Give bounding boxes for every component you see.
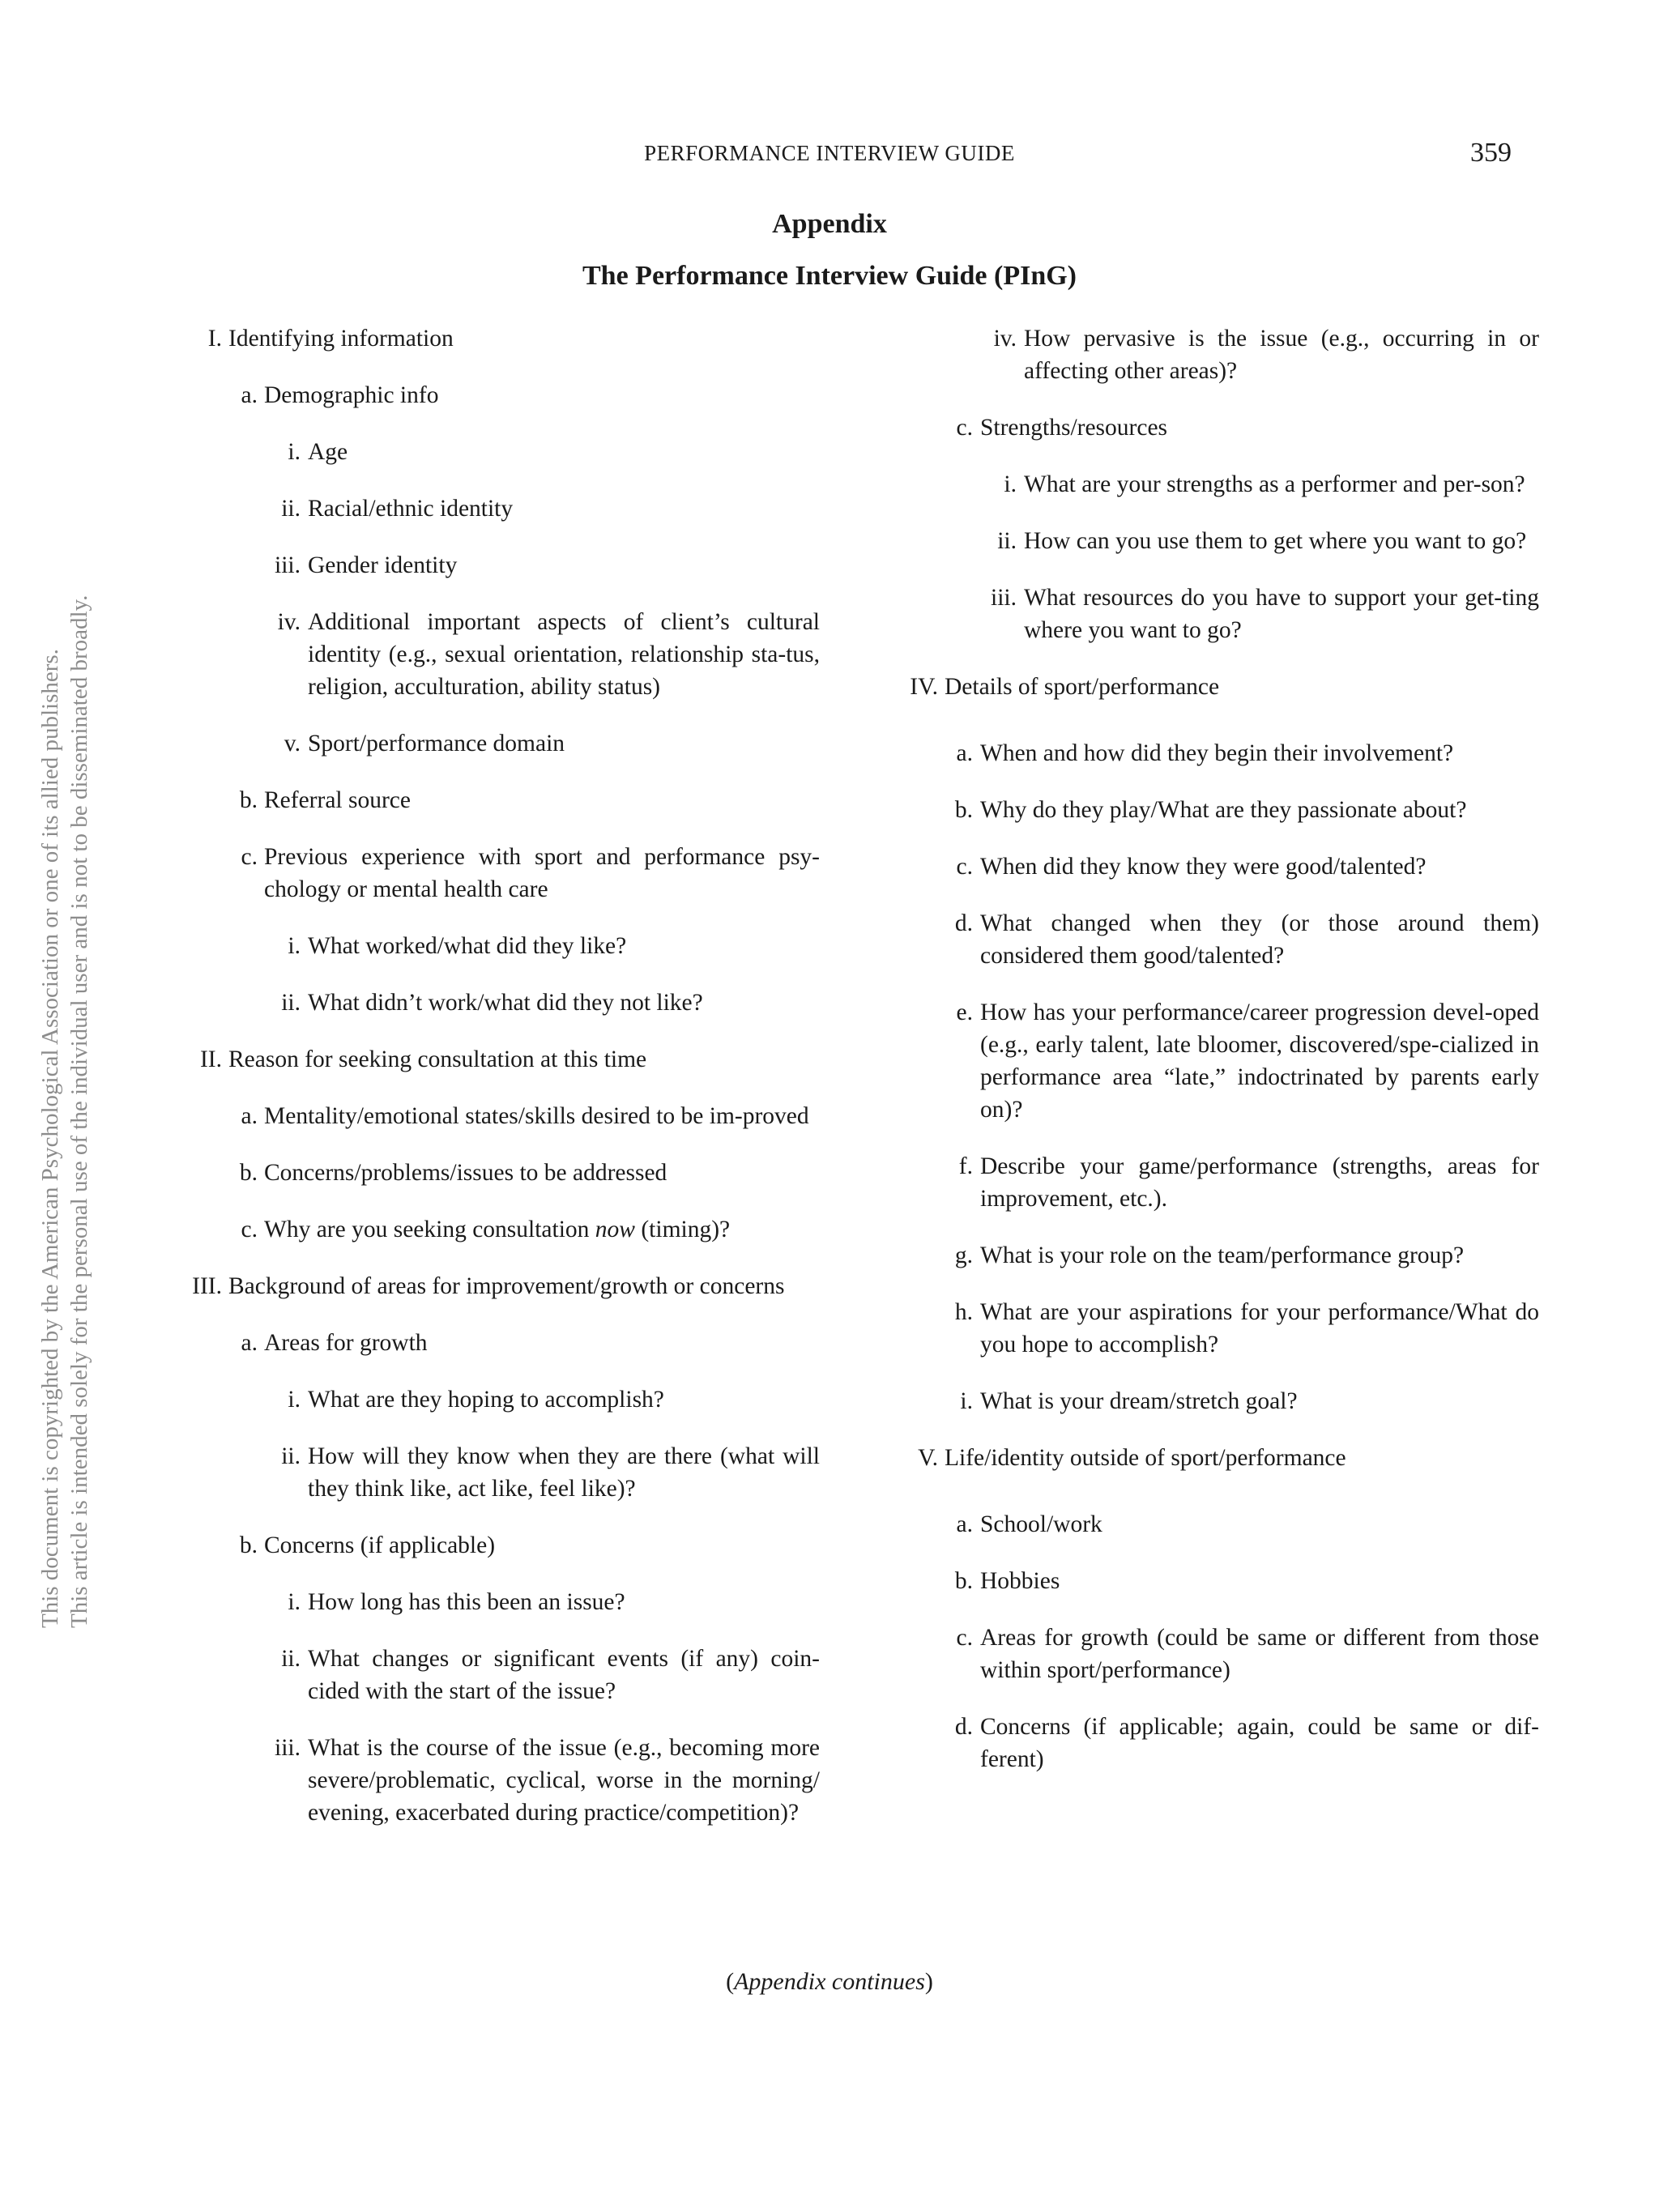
outline-item xyxy=(899,525,1539,557)
outline-text: Additional important aspects of client’s cultural identity (e.g., sexual orientation, relationship sta-tus, religion, acculturation, ability status) xyxy=(308,609,820,700)
outline-item xyxy=(899,1385,1539,1417)
outline-marker: g. xyxy=(954,1242,973,1268)
outline-marker: c. xyxy=(956,1625,973,1651)
watermark-line-1: This document is copyrighted by the American Psychological Association or one of its allied publishers. xyxy=(37,649,63,1628)
outline-item xyxy=(899,1296,1539,1361)
outline-text: Demographic info xyxy=(264,382,439,408)
outline-text: Referral source xyxy=(264,787,411,813)
outline-item xyxy=(180,549,820,582)
outline-item xyxy=(180,930,820,962)
outline-item xyxy=(180,379,820,411)
outline-text: How pervasive is the issue (e.g., occurring in or affecting other areas)? xyxy=(1024,326,1539,384)
outline-text-after: (timing)? xyxy=(634,1217,731,1242)
outline-marker: f. xyxy=(958,1153,973,1179)
outline-item xyxy=(899,1622,1539,1686)
outline-item xyxy=(180,1213,820,1246)
outline-text: Why do they play/What are they passionate about? xyxy=(980,797,1467,823)
outline-item xyxy=(180,987,820,1019)
outline-text: Previous experience with sport and performance psy-chology or mental health care xyxy=(264,844,820,902)
outline-marker: iv. xyxy=(277,609,301,635)
outline-marker: ii. xyxy=(281,496,301,522)
left-column xyxy=(180,322,820,1853)
outline-item xyxy=(180,1383,820,1416)
outline-marker: V. xyxy=(918,1445,938,1471)
outline-marker: d. xyxy=(954,910,973,936)
outline-item xyxy=(180,1327,820,1359)
continuation-open-paren: ( xyxy=(726,1968,735,1995)
outline-item xyxy=(899,468,1539,501)
outline-text: Concerns (if applicable) xyxy=(264,1532,496,1558)
outline-marker: i. xyxy=(288,1589,301,1615)
outline-text: Mentality/emotional states/skills desired to be im-proved xyxy=(264,1103,809,1129)
outline-marker: b. xyxy=(239,787,258,813)
outline-item xyxy=(899,1150,1539,1215)
outline-marker: i. xyxy=(288,439,301,465)
outline-text: What are they hoping to accomplish? xyxy=(308,1387,664,1413)
outline-marker: d. xyxy=(954,1714,973,1740)
outline-text: What is your role on the team/performance group? xyxy=(980,1242,1465,1268)
outline-marker: c. xyxy=(956,415,973,441)
outline-marker: b. xyxy=(239,1532,258,1558)
watermark-line-2: This article is intended solely for the personal use of the individual user and is not to be disseminated broadly. xyxy=(66,595,92,1628)
outline-marker: a. xyxy=(241,382,258,408)
outline-marker: c. xyxy=(241,1217,258,1242)
outline-text: How has your performance/career progression devel-oped (e.g., early talent, late bloomer, discovered/spe-cialized in performance area “late,” indoctrinated by parents early on)? xyxy=(980,999,1539,1123)
outline-item xyxy=(899,794,1539,826)
outline-text: What changes or significant events (if any) coin-cided with the start of the issue? xyxy=(308,1646,820,1704)
outline-text: Reason for seeking consultation at this time xyxy=(228,1046,647,1072)
outline-item xyxy=(180,841,820,906)
outline-text: Identifying information xyxy=(228,326,454,352)
outline-item xyxy=(180,1157,820,1189)
outline-item xyxy=(180,1270,820,1302)
outline-item xyxy=(180,727,820,760)
outline-text: How can you use them to get where you want to go? xyxy=(1024,528,1527,554)
outline-item xyxy=(899,996,1539,1126)
outline-item xyxy=(180,322,820,355)
outline-marker: I. xyxy=(207,326,222,352)
outline-item xyxy=(180,1043,820,1076)
outline-text: Strengths/resources xyxy=(980,415,1168,441)
outline-marker: iii. xyxy=(991,585,1017,611)
outline-text-before: Why are you seeking consultation xyxy=(264,1217,595,1242)
outline-item xyxy=(899,1239,1539,1272)
outline-text: What are your aspirations for your performance/What do you hope to accomplish? xyxy=(980,1299,1539,1357)
outline-text: What is your dream/stretch goal? xyxy=(980,1388,1298,1414)
outline-marker: c. xyxy=(956,854,973,880)
outline-marker: ii. xyxy=(281,990,301,1016)
outline-item xyxy=(899,737,1539,769)
continuation-note xyxy=(0,1968,1659,1996)
outline-text: Areas for growth (could be same or different from those within sport/performance) xyxy=(980,1625,1539,1683)
outline-marker: i. xyxy=(288,933,301,959)
outline-text: What worked/what did they like? xyxy=(308,933,627,959)
outline-item xyxy=(899,1442,1539,1474)
outline-text: Background of areas for improvement/growth or concerns xyxy=(228,1273,785,1299)
outline-item xyxy=(180,492,820,525)
copyright-watermark xyxy=(36,575,94,1628)
outline-marker: c. xyxy=(241,844,258,870)
outline-text: What is the course of the issue (e.g., becoming more severe/problematic, cyclical, worse in the morning/ evening, exacerbated during practice/competition)? xyxy=(308,1735,820,1826)
outline-marker: h. xyxy=(954,1299,973,1325)
outline-marker: iii. xyxy=(275,1735,301,1761)
outline-marker: i. xyxy=(1004,471,1017,497)
right-column xyxy=(899,322,1539,1800)
outline-marker: b. xyxy=(954,797,973,823)
outline-item xyxy=(899,1508,1539,1541)
outline-text: Details of sport/performance xyxy=(945,674,1220,700)
outline-marker: ii. xyxy=(281,1443,301,1469)
outline-marker: a. xyxy=(956,740,973,766)
outline-text: When did they know they were good/talented? xyxy=(980,854,1427,880)
outline-text: Sport/performance domain xyxy=(308,731,565,757)
outline-item xyxy=(180,1586,820,1618)
outline-text: Life/identity outside of sport/performance xyxy=(945,1445,1346,1471)
outline-item xyxy=(899,1565,1539,1597)
outline-item xyxy=(899,322,1539,387)
outline-text: Concerns/problems/issues to be addressed xyxy=(264,1160,667,1186)
outline-item xyxy=(899,411,1539,444)
outline-text: What resources do you have to support your get-ting where you want to go? xyxy=(1024,585,1539,643)
outline-marker: ii. xyxy=(281,1646,301,1672)
outline-item xyxy=(899,850,1539,883)
outline-item xyxy=(180,606,820,703)
outline-text: Hobbies xyxy=(980,1568,1060,1594)
outline-text: How long has this been an issue? xyxy=(308,1589,625,1615)
continuation-text: Appendix continues xyxy=(734,1968,925,1995)
outline-marker: iv. xyxy=(993,326,1017,352)
outline-marker: b. xyxy=(954,1568,973,1594)
outline-item xyxy=(180,1529,820,1562)
outline-text: What changed when they (or those around them) considered them good/talented? xyxy=(980,910,1539,969)
outline-marker: iii. xyxy=(275,552,301,578)
outline-text: School/work xyxy=(980,1511,1102,1537)
outline-marker: a. xyxy=(241,1330,258,1356)
outline-text-emphasis: now xyxy=(595,1217,635,1242)
outline-text: When and how did they begin their involvement? xyxy=(980,740,1454,766)
outline-text: Age xyxy=(308,439,348,465)
outline-marker: ii. xyxy=(997,528,1017,554)
outline-item xyxy=(899,582,1539,646)
outline-marker: a. xyxy=(241,1103,258,1129)
outline-text: Describe your game/performance (strengths, areas for improvement, etc.). xyxy=(980,1153,1539,1212)
outline-marker: b. xyxy=(239,1160,258,1186)
outline-item xyxy=(180,1100,820,1132)
outline-text: How will they know when they are there (what will they think like, act like, feel like)? xyxy=(308,1443,820,1502)
outline-text: Racial/ethnic identity xyxy=(308,496,514,522)
outline-text: What didn’t work/what did they not like? xyxy=(308,990,703,1016)
outline-item xyxy=(180,1643,820,1707)
outline-text: What are your strengths as a performer and per-son? xyxy=(1024,471,1525,497)
outline-marker: II. xyxy=(199,1046,222,1072)
running-head: PERFORMANCE INTERVIEW GUIDE xyxy=(644,141,1015,165)
outline-item xyxy=(180,1732,820,1829)
page-number: 359 xyxy=(1470,138,1512,168)
outline-marker: v. xyxy=(284,731,301,757)
outline-marker: III. xyxy=(192,1273,222,1299)
appendix-label: Appendix xyxy=(772,209,887,239)
outline-marker: IV. xyxy=(910,674,938,700)
outline-text: Areas for growth xyxy=(264,1330,428,1356)
continuation-close-paren: ) xyxy=(924,1968,933,1995)
outline-item xyxy=(899,1711,1539,1775)
outline-item xyxy=(180,784,820,816)
outline-item xyxy=(899,907,1539,972)
appendix-title: The Performance Interview Guide (PInG) xyxy=(582,261,1077,291)
outline-item xyxy=(180,436,820,468)
outline-marker: e. xyxy=(956,999,973,1025)
outline-item xyxy=(899,671,1539,703)
outline-marker: i. xyxy=(960,1388,973,1414)
outline-marker: a. xyxy=(956,1511,973,1537)
outline-text: Gender identity xyxy=(308,552,458,578)
outline-item xyxy=(180,1440,820,1505)
outline-text: Concerns (if applicable; again, could be same or dif-ferent) xyxy=(980,1714,1539,1772)
outline-marker: i. xyxy=(288,1387,301,1413)
